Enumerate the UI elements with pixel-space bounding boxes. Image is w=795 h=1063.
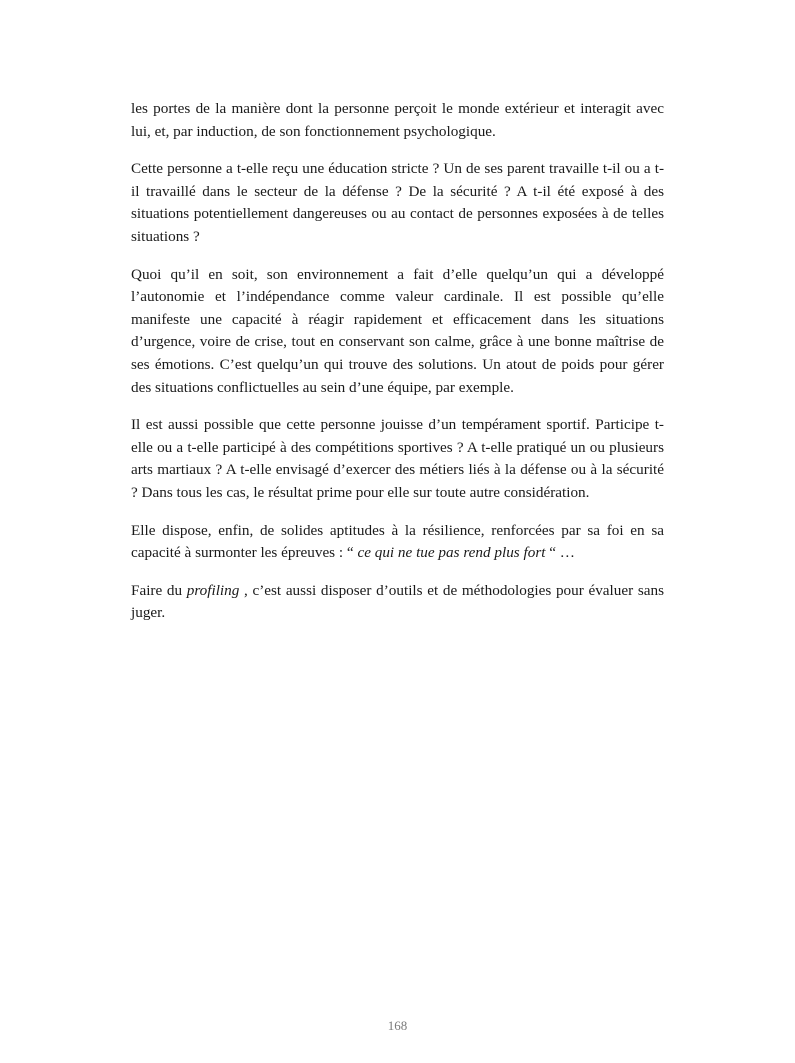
paragraph-5-closing: “ … xyxy=(545,544,575,562)
paragraph-5-text: Elle dispose, enfin, de solides aptitudes à la résilience, renforcées par sa foi en sa capacité à surmonter les épreuves : “ xyxy=(131,521,664,562)
paragraph-5 xyxy=(131,520,664,565)
paragraph-2: Cette personne a t-elle reçu une éducation stricte ? Un de ses parent travaille t-il ou a t-il travaillé dans le secteur de la défense ? De la sécurité ? A t-il été exposé à des situations potentiellement dangereuses ou au contact de personnes exposées à de telles situations ? xyxy=(131,160,664,245)
paragraph-3: Quoi qu’il en soit, son environnement a fait d’elle quelqu’un qui a développé l’autonomie et l’indépendance comme valeur cardinale. Il est possible qu’elle manifeste une capacité à réagir rapidement et efficacement dans les situations d’urgence, voire de crise, tout en conservant son calme, grâce à une bonne maîtrise de ses émotions. C’est quelqu’un qui trouve des solutions. Un atout de poids pour gérer des situations conflictuelles au sein d’une équipe, par exemple. xyxy=(131,265,664,396)
paragraph-6-closing: , c’est aussi disposer d’outils et de méthodologies pour évaluer sans juger. xyxy=(131,581,664,622)
page-number: 168 xyxy=(387,1018,408,1033)
paragraph-6 xyxy=(131,580,664,625)
paragraph-1: les portes de la manière dont la personne perçoit le monde extérieur et interagit avec lui, et, par induction, de son fonctionnement psychologique. xyxy=(131,100,664,140)
paragraph-5-quote: ce qui ne tue pas rend plus fort xyxy=(357,544,546,562)
paragraph-6-text: Faire du xyxy=(131,581,187,599)
page-body xyxy=(131,98,664,640)
paragraph-6-term: profiling xyxy=(186,581,240,599)
paragraph-4: Il est aussi possible que cette personne jouisse d’un tempérament sportif. Participe t-elle ou a t-elle participé à des compétitions sportives ? A t-elle pratiqué un ou plusieurs arts martiaux ? A t-elle envisagé d’exercer des métiers liés à la défense ou à la sécurité ? Dans tous les cas, le résultat prime pour elle sur toute autre considération. xyxy=(131,416,664,501)
